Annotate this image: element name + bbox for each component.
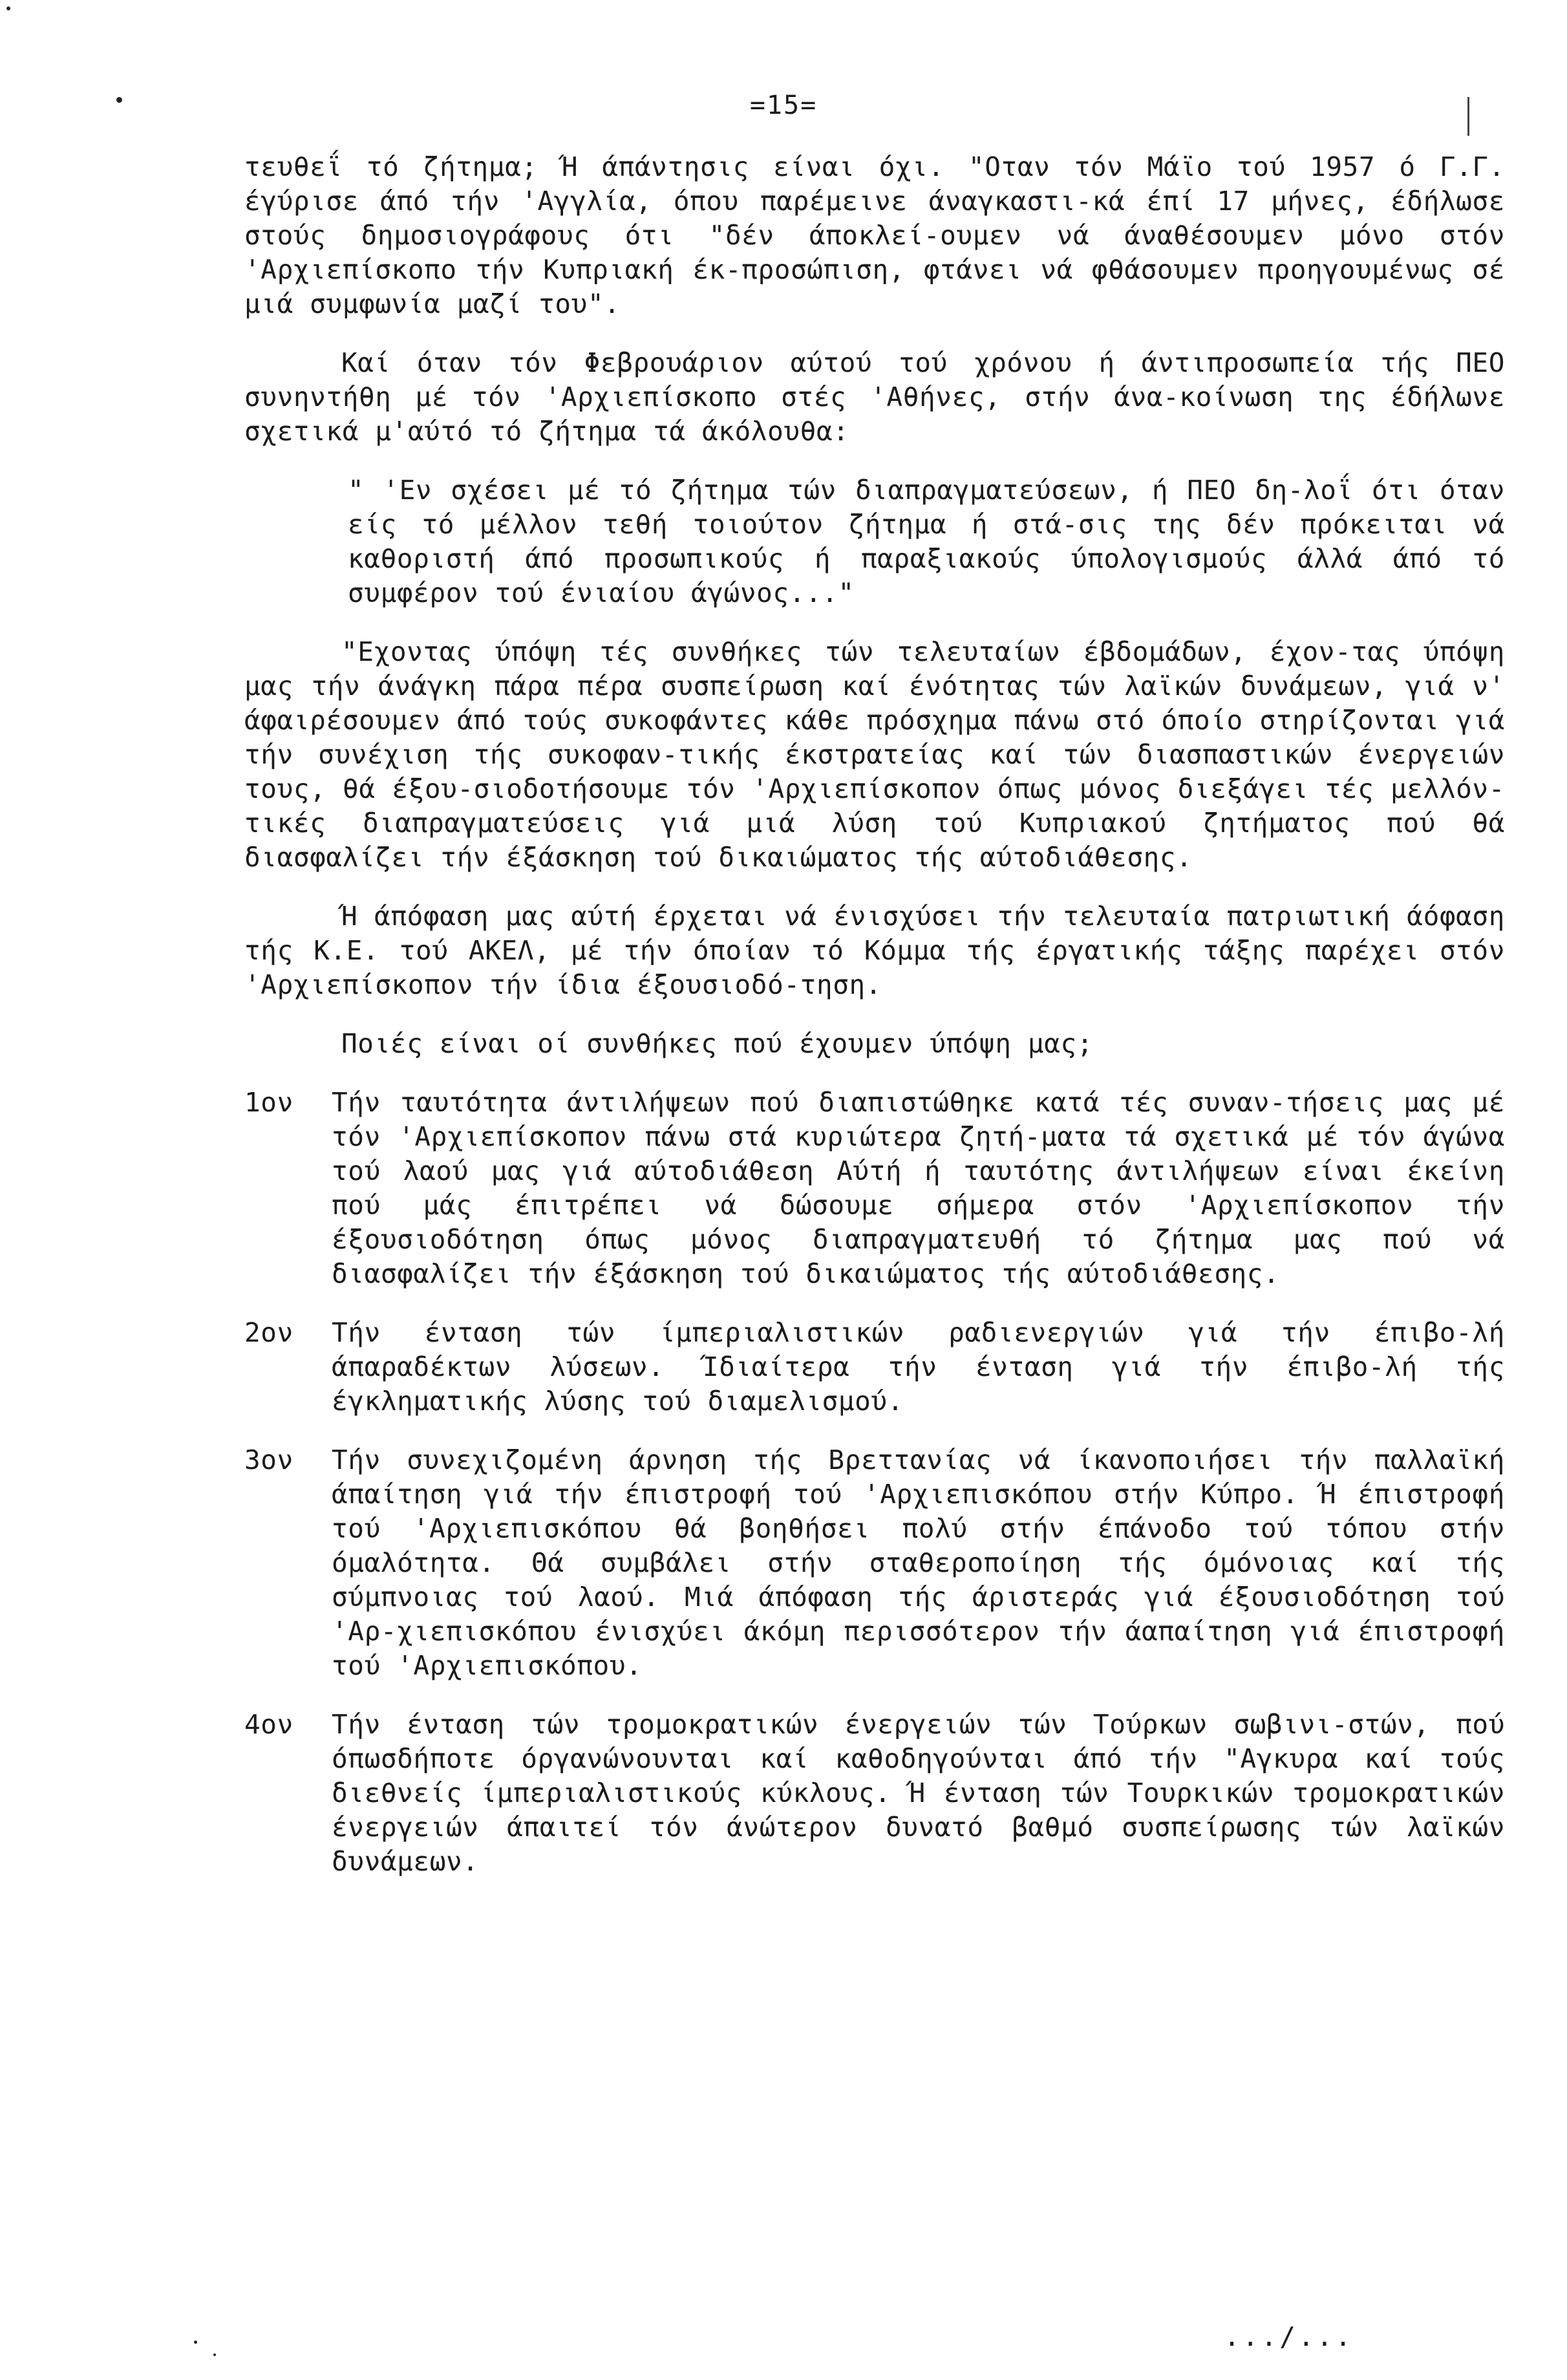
paragraph-4: Ή άπόφαση μας αύτή έρχεται νά ένισχύσει τήν τελευταία πατριωτική άόφαση τής Κ.Ε. τού ΑΚΕΛ, μέ τήν όποίαν τό Κόμμα τής έργατικής τάξης παρέχει στόν 'Αρχιεπίσκοπον τήν ίδια έξουσιοδό-τηση. [244,901,1505,1000]
list-item-3 [244,1443,1505,1683]
paragraph-5: Ποιές είναι οί συνθήκες πού έχουμεν ύπόψη μας; [341,1028,1094,1059]
paragraph-1: τευθεΐ τό ζήτημα; Ή άπάντησις είναι όχι. "Οταν τόν Μάϊο τού 1957 ό Γ.Γ. έγύρισε άπό τήν 'Αγγλία, όπου παρέμεινε άναγκαστι-κά έπί 17 μήνες, έδήλωσε στούς δημοσιογράφους ότι "δέν άποκλεί-ουμεν νά άναθέσουμεν μόνο στόν 'Αρχιεπίσκοπο τήν Κυπριακή έκ-προσώπιση, φτάνει νά φθάσουμεν προηγουμένως σέ μιά συμφωνία μαζί του". [244,151,1505,319]
list-item-2 [244,1316,1505,1419]
list-item-1 [244,1086,1505,1291]
scan-speck [213,2353,216,2356]
list-item-text: Τήν συνεχιζομένη άρνηση τής Βρεττανίας νά ίκανοποιήσει τήν παλλαϊκή άπαίτηση γιά τήν έπιστροφή τού 'Αρχιεπισκόπου στήν Κύπρο. Ή έπιστροφή τού 'Αρχιεπισκόπου θά βοηθήσει πολύ στήν έπάνοδο τού τόπου στήν όμαλότητα. Θά συμβάλει στήν σταθεροποίηση τής όμόνοιας καί τής σύμπνοιας τού λαού. Μιά άπόφαση τής άριστεράς γιά έξουσιοδότηση τού 'Αρ-χιεπισκόπου ένισχύει άκόμη περισσότερον τήν άαπαίτηση γιά έπιστροφή τού 'Αρχιεπισκόπου. [332,1444,1505,1681]
quoted-statement: " 'Εν σχέσει μέ τό ζήτημα τών διαπραγματεύσεων, ή ΠΕΟ δη-λοΐ ότι όταν είς τό μέλλον τεθή τοιούτον ζήτημα ή στά-σις της δέν πρόκειται νά καθοριστή άπό προσωπικούς ή παραξιακούς ύπολογισμούς άλλά άπό τό συμφέρον τού ένιαίου άγώνος..." [348,475,1505,608]
list-item-text: Τήν ένταση τών τρομοκρατικών ένεργειών τών Τούρκων σωβινι-στών, πού όπωσδήποτε όργανώνουνται καί καθοδηγούνται άπό τήν "Αγκυρα καί τούς διεθνείς ίμπεριαλιστικούς κύκλους. Ή ένταση τών Τουρκικών τρομοκρατικών ένεργειών άπαιτεί τόν άνώτερον δυνατό βαθμό συσπείρωσης τών λαϊκών δυνάμεων. [332,1709,1505,1877]
page-number: =15= [749,91,818,120]
document-body [244,150,1505,1903]
list-item-number: 3ον [244,1444,293,1475]
scan-speck [116,97,122,103]
list-item-number: 4ον [244,1709,293,1740]
paragraph-2: Καί όταν τόν Φεβρουάριον αύτού τού χρόνου ή άντιπροσωπεία τής ΠΕΟ συνηντήθη μέ τόν 'Αρχιεπίσκοπο στές 'Αθήνες, στήν άνα-κοίνωση της έδήλωνε σχετικά μ'αύτό τό ζήτημα τά άκόλουθα: [244,347,1505,447]
list-item-4 [244,1708,1505,1879]
scan-speck [194,2341,197,2344]
scan-margin-mark [1467,97,1469,136]
continuation-mark: .../... [1224,2321,1354,2352]
list-item-text: Τήν ταυτότητα άντιλήψεων πού διαπιστώθηκε κατά τές συναν-τήσεις μας μέ τόν 'Αρχιεπίσκοπον πάνω στά κυριώτερα ζητή-ματα τά σχετικά μέ τόν άγώνα τού λαού μας γιά αύτοδιάθεση Αύτή ή ταυτότης άντιλήψεων είναι έκείνη πού μάς έπιτρέπει νά δώσουμε σήμερα στόν 'Αρχιεπίσκοπον τήν έξουσιοδότηση όπως μόνος διαπραγματευθή τό ζήτημα μας πού νά διασφαλίζει τήν έξάσκηση τού δικαιώματος τής αύτοδιάθεσης. [332,1087,1505,1289]
paragraph-3: "Εχοντας ύπόψη τές συνθήκες τών τελευταίων έβδομάδων, έχον-τας ύπόψη μας τήν άνάγκη πάρα πέρα συσπείρωση καί ένότητας τών λαϊκών δυνάμεων, γιά ν' άφαιρέσουμεν άπό τούς συκοφάντες κάθε πρόσχημα πάνω στό όποίο στηρίζονται γιά τήν συνέχιση τής συκοφαν-τικής έκστρατείας καί τών διασπαστικών ένεργειών τους, θά έξου-σιοδοτήσουμε τόν 'Αρχιεπίσκοπον όπως μόνος διεξάγει τές μελλόν-τικές διαπραγματεύσεις γιά μιά λύση τού Κυπριακού ζητήματος πού θά διασφαλίζει τήν έξάσκηση τού δικαιώματος τής αύτοδιάθεσης. [244,636,1505,873]
scan-speck [6,6,10,10]
list-item-number: 2ον [244,1317,293,1348]
list-item-text: Τήν ένταση τών ίμπεριαλιστικών ραδιενεργιών γιά τήν έπιβο-λή άπαραδέκτων λύσεων. Ίδιαίτερα τήν ένταση γιά τήν έπιβο-λή τής έγκληματικής λύσης τού διαμελισμού. [332,1317,1505,1417]
list-item-number: 1ον [244,1087,293,1118]
